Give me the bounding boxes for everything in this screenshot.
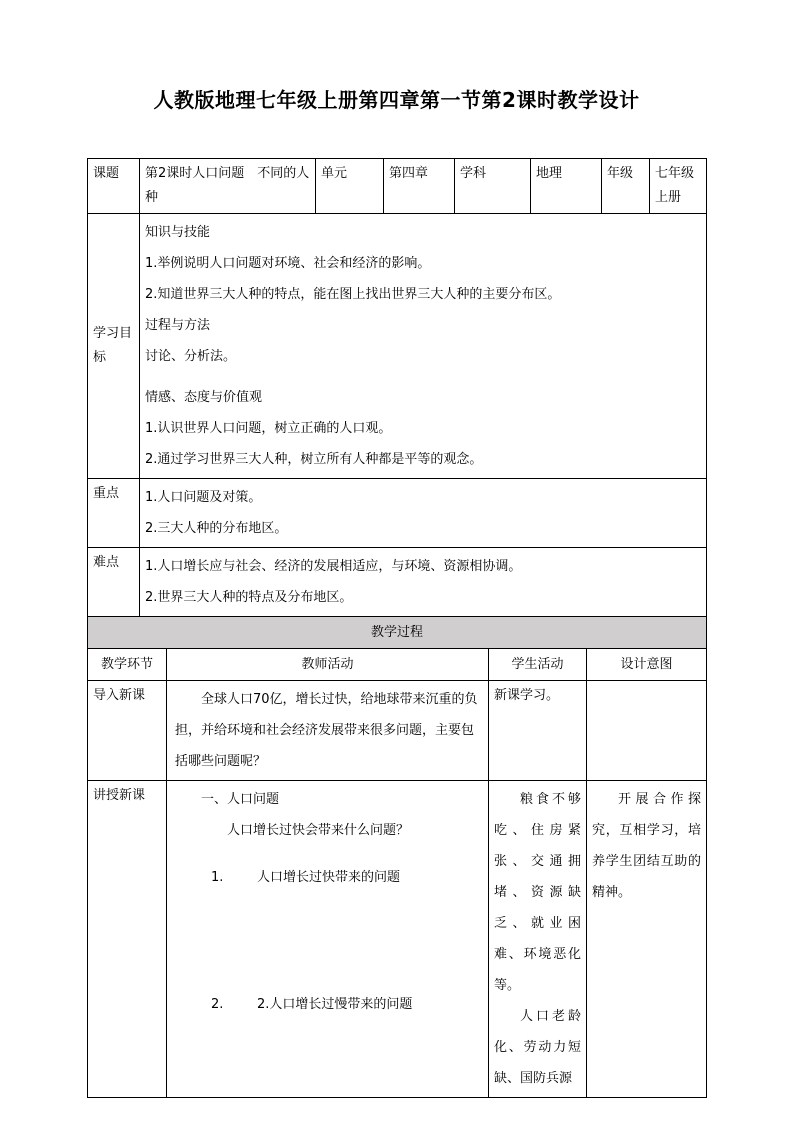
grade-value: 七年级上册 (650, 159, 707, 214)
difficulties-label: 难点 (88, 548, 140, 617)
column-header-intent: 设计意图 (587, 649, 707, 681)
unit-label: 单元 (316, 159, 384, 214)
unit-value: 第四章 (384, 159, 455, 214)
column-header-teacher: 教师活动 (167, 649, 489, 681)
key-points-content (140, 479, 707, 548)
list-text: 2.人口增长过慢带来的问题 (257, 997, 413, 1012)
student-activity-1: 粮食不够吃、住房紧张、交通拥堵、资源缺乏、就业困难、环境恶化等。 (494, 792, 581, 993)
key-point-item: 1.人口问题及对策。 (145, 490, 262, 505)
difficulties-row (88, 548, 707, 617)
key-points-label: 重点 (88, 479, 140, 548)
spacer (145, 372, 701, 382)
lecture-question: 人口增长过快会带来什么问题？ (227, 823, 410, 838)
process-table (87, 616, 707, 1098)
lesson-label: 课题 (88, 159, 140, 214)
intro-row (88, 681, 707, 781)
column-header-stage: 教学环节 (88, 649, 167, 681)
process-header-row (88, 617, 707, 649)
lesson-plan (87, 158, 706, 1098)
objective-heading: 情感、态度与价值观 (145, 390, 263, 405)
objective-item: 1.举例说明人口问题对环境、社会和经济的影响。 (145, 256, 431, 271)
intro-student: 新课学习。 (489, 681, 587, 781)
objective-item: 1.认识世界人口问题，树立正确的人口观。 (145, 421, 392, 436)
process-header: 教学过程 (88, 617, 707, 649)
info-row (88, 159, 707, 214)
lecture-intent: 开展合作探究，互相学习，培养学生团结互助的精神。 (587, 781, 707, 1098)
column-header-student: 学生活动 (489, 649, 587, 681)
objective-item: 2.通过学习世界三大人种，树立所有人种都是平等的观念。 (145, 452, 483, 467)
student-activity-2: 人口老龄化、劳动力短缺、国防兵源 (494, 1009, 581, 1086)
info-table (87, 158, 707, 617)
objective-item: 讨论、分析法。 (145, 349, 237, 364)
objectives-content (140, 214, 707, 479)
key-point-item: 2.三大人种的分布地区。 (145, 521, 288, 536)
subject-label: 学科 (455, 159, 531, 214)
grade-label: 年级 (602, 159, 650, 214)
objective-heading: 过程与方法 (145, 318, 211, 333)
objective-item: 2.知道世界三大人种的特点，能在图上找出世界三大人种的主要分布区。 (145, 287, 561, 302)
lecture-item-1 (175, 862, 483, 893)
difficulty-item: 1.人口增长应与社会、经济的发展相适应，与环境、资源相协调。 (145, 559, 522, 574)
intro-teacher: 全球人口70亿，增长过快，给地球带来沉重的负担，并给环境和社会经济发展带来很多问题，主要包括哪些问题呢？ (167, 681, 489, 781)
lecture-student (489, 781, 587, 1098)
difficulty-item: 2.世界三大人种的特点及分布地区。 (145, 590, 353, 605)
subject-value: 地理 (531, 159, 602, 214)
lecture-heading: 一、人口问题 (201, 792, 280, 807)
intro-stage: 导入新课 (88, 681, 167, 781)
lecture-stage: 讲授新课 (88, 781, 167, 1098)
difficulties-content (140, 548, 707, 617)
lecture-item-2 (175, 989, 483, 1020)
objectives-label: 学习目标 (88, 214, 140, 479)
objective-heading: 知识与技能 (145, 225, 211, 240)
process-columns-row (88, 649, 707, 681)
lecture-row (88, 781, 707, 1098)
objectives-row (88, 214, 707, 479)
key-points-row (88, 479, 707, 548)
document-title: 人教版地理七年级上册第四章第一节第2课时教学设计 (153, 88, 640, 112)
lesson-value: 第2课时人口问题 不同的人种 (140, 159, 316, 214)
lecture-teacher (167, 781, 489, 1098)
list-number: 1. (211, 870, 224, 885)
list-number: 2. (211, 997, 224, 1012)
intro-intent (587, 681, 707, 781)
list-text: 人口增长过快带来的问题 (257, 870, 401, 885)
